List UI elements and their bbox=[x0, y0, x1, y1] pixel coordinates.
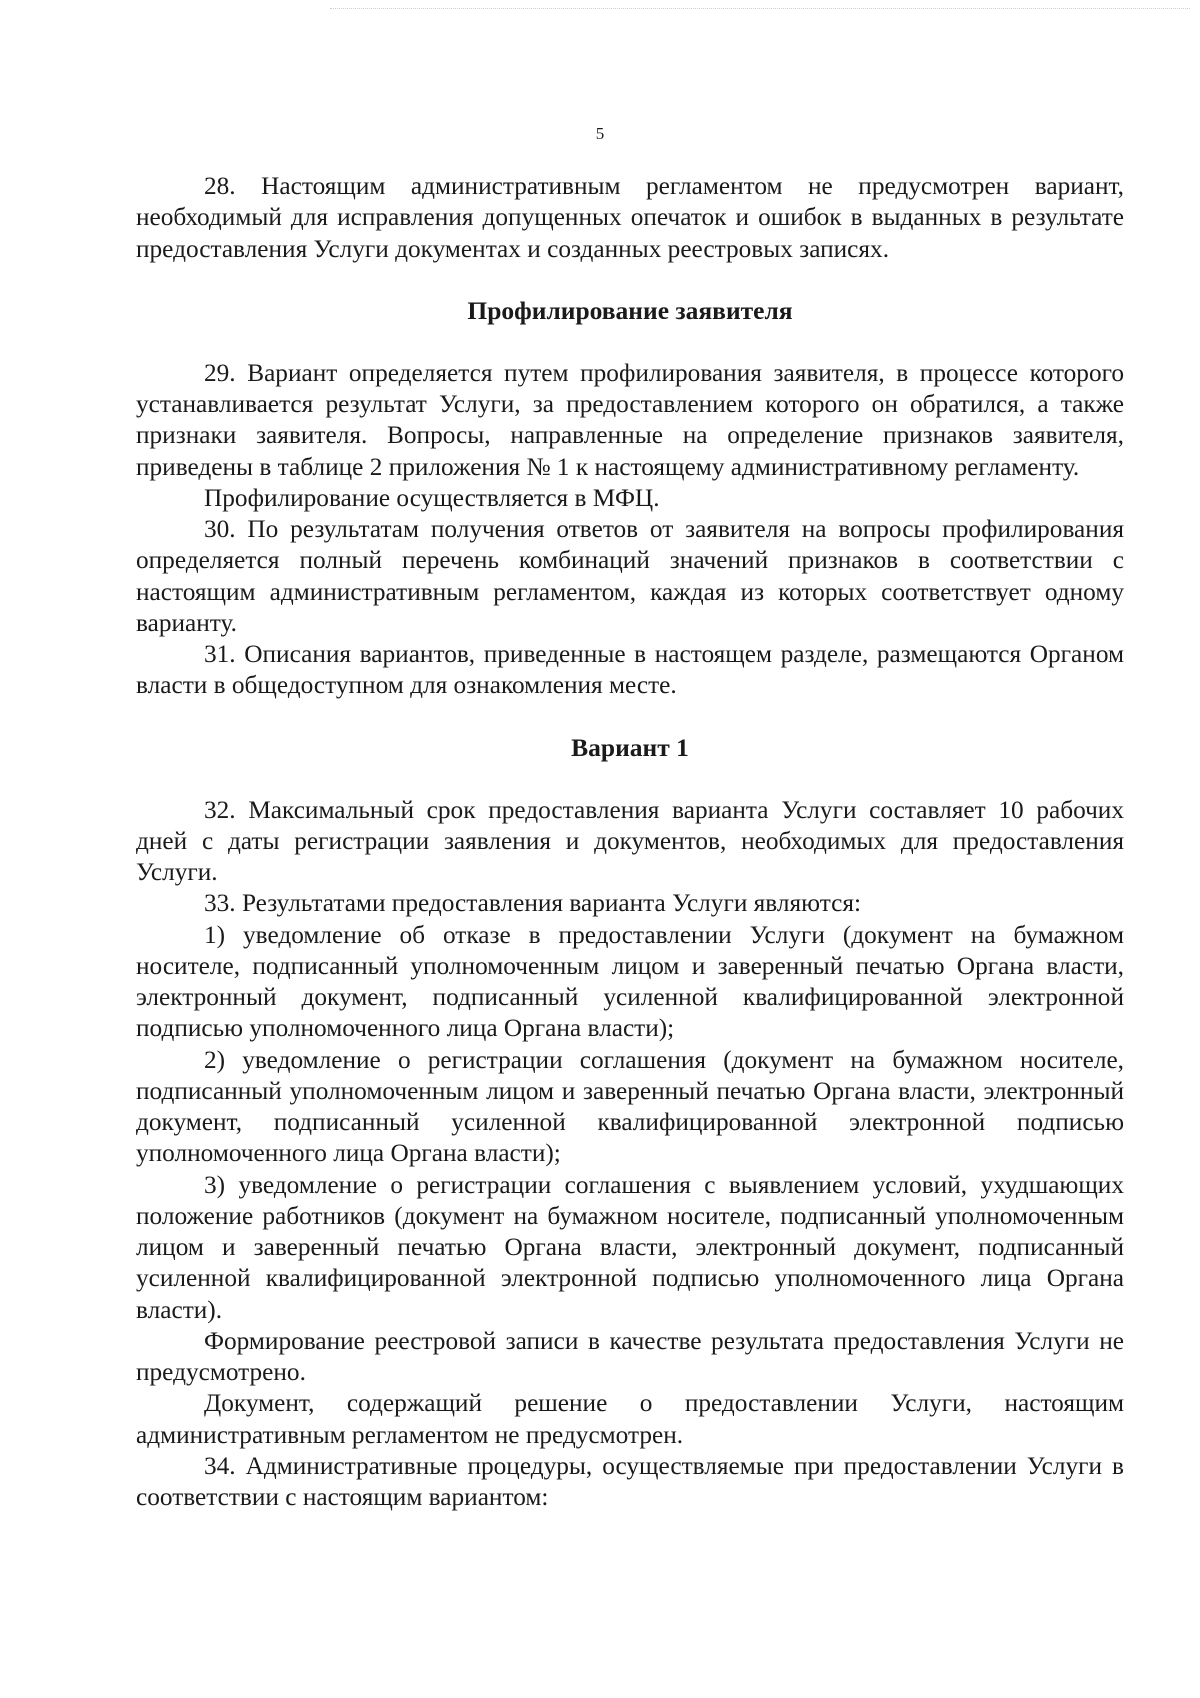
list-item-2: 2) уведомление о регистрации соглашения (документ на бумажном носителе, подписанный уполномоченным лицом и заверенный печатью Органа власти, электронный документ, подписанный усиленной квалифицированной электронной подписью уполномоченного лица Органа власти); bbox=[136, 1045, 1124, 1168]
section-heading-variant-1: Вариант 1 bbox=[571, 732, 689, 762]
list-item-1: 1) уведомление об отказе в предоставлении Услуги (документ на бумажном носителе, подписанный уполномоченным лицом и заверенный печатью Органа власти, электронный документ, подписанный усиленной квалифицированной электронной подписью уполномоченного лица Органа власти); bbox=[136, 920, 1124, 1043]
paragraph-profiling-mfc: Профилирование осуществляется в МФЦ. bbox=[204, 483, 660, 512]
paragraph-34: 34. Административные процедуры, осуществляемые при предоставлении Услуги в соответствии с настоящим вариантом: bbox=[136, 1451, 1124, 1511]
paragraph-31: 31. Описания вариантов, приведенные в настоящем разделе, размещаются Органом власти в общедоступном для ознакомления месте. bbox=[136, 640, 1124, 700]
paragraph-33: 33. Результатами предоставления варианта Услуги являются: bbox=[204, 889, 862, 918]
paragraph-28: 28. Настоящим административным регламентом не предусмотрен вариант, необходимый для исправления допущенных опечаток и ошибок в выданных в результате предоставления Услуги документах и созданных реестровых записях. bbox=[136, 172, 1124, 263]
document-body bbox=[136, 171, 1124, 1513]
list-item-3: 3) уведомление о регистрации соглашения с выявлением условий, ухудшающих положение работников (документ на бумажном носителе, подписанный уполномоченным лицом и заверенный печатью Органа власти, электронный документ, подписанный усиленной квалифицированной электронной подписью уполномоченного лица Органа власти). bbox=[136, 1170, 1124, 1324]
section-heading-profiling: Профилирование заявителя bbox=[467, 295, 793, 325]
paragraph-registry-record: Формирование реестровой записи в качестве результата предоставления Услуги не предусмотрено. bbox=[136, 1326, 1124, 1386]
paragraph-29: 29. Вариант определяется путем профилирования заявителя, в процессе которого устанавливается результат Услуги, за предоставлением которого он обратился, а также признаки заявителя. Вопросы, направленные на определение признаков заявителя, приведены в таблице 2 приложения № 1 к настоящему административному регламенту. bbox=[136, 358, 1124, 481]
page-number: 5 bbox=[595, 124, 605, 143]
paragraph-32: 32. Максимальный срок предоставления варианта Услуги составляет 10 рабочих дней с даты регистрации заявления и документов, необходимых для предоставления Услуги. bbox=[136, 795, 1124, 886]
paragraph-30: 30. По результатам получения ответов от заявителя на вопросы профилирования определяется полный перечень комбинаций значений признаков в соответствии с настоящим административным регламентом, каждая из которых соответствует одному варианту. bbox=[136, 515, 1124, 637]
scan-edge-artifact bbox=[330, 8, 1190, 11]
paragraph-decision-document: Документ, содержащий решение о предоставлении Услуги, настоящим административным регламентом не предусмотрен. bbox=[136, 1389, 1124, 1449]
